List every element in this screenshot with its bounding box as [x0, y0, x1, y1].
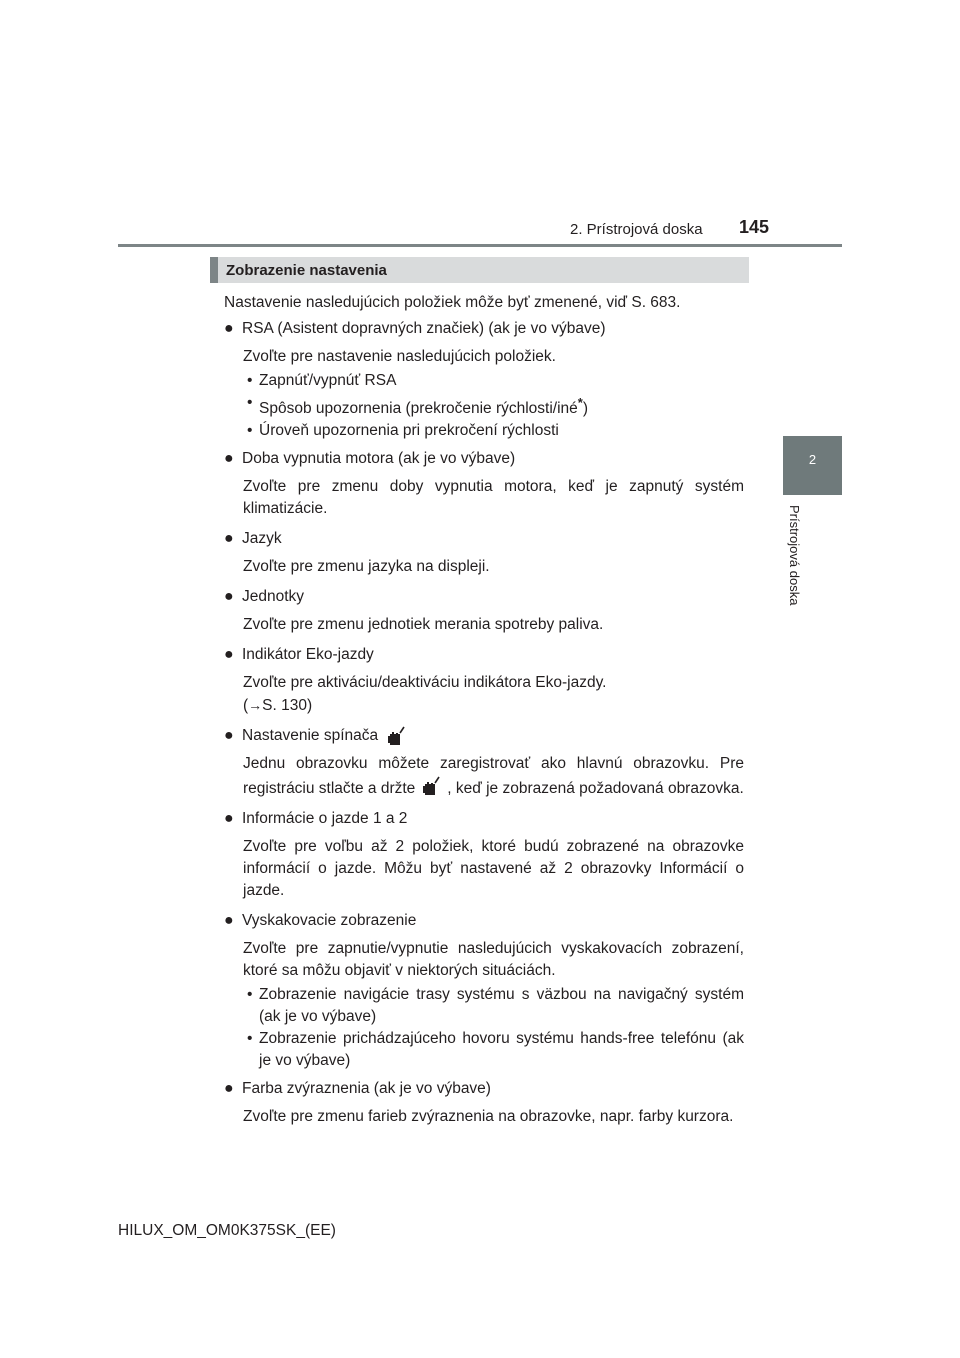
chapter-tab-label: Prístrojová doska	[787, 505, 802, 606]
bullet-icon: ●	[224, 320, 234, 337]
sub-item-text: Spôsob upozornenia (prekročenie rýchlosti/iné	[259, 400, 578, 418]
item-switch-setting	[224, 725, 744, 808]
page-reference	[243, 694, 744, 717]
bullet-icon: ●	[224, 912, 234, 930]
item-title: Informácie o jazde 1 a 2	[242, 810, 408, 828]
item-text-a: Jednu obrazovku môžete zaregistrovať ako hlavnú obrazovku. Pre registráciu stlačte a držte	[243, 755, 744, 798]
item-title: Jednotky	[242, 588, 305, 606]
sub-item-text-end: )	[582, 400, 589, 418]
bullet-icon: ●	[224, 530, 234, 548]
item-text: Zvoľte pre voľbu až 2 položiek, ktoré budú zobrazené na obrazovke informácií o jazde. Môžu byť nastavené až 2 obrazovky Informácií o jazde.	[243, 838, 744, 900]
section-heading-text: Zobrazenie nastavenia	[226, 261, 387, 279]
ref-paren: (	[243, 697, 249, 715]
item-text: Zvoľte pre aktiváciu/deaktiváciu indikátora Eko-jazdy.	[243, 674, 607, 692]
item-title: RSA (Asistent dopravných značiek) (ak je vo výbave)	[242, 320, 606, 337]
section-heading	[210, 257, 749, 283]
item-text: Zvoľte pre zmenu jazyka na displeji.	[243, 558, 490, 576]
bullet-icon: ●	[224, 646, 234, 664]
item-title: Indikátor Eko-jazdy	[242, 646, 374, 664]
item-title: Jazyk	[242, 530, 282, 548]
item-eco-indicator	[224, 644, 744, 725]
item-title: Doba vypnutia motora (ak je vo výbave)	[242, 450, 516, 468]
item-rsa	[224, 318, 744, 448]
arrow-right-icon: →	[248, 697, 263, 714]
chapter-tab-number: 2	[808, 452, 817, 467]
sub-item	[243, 392, 744, 420]
display-switch-icon	[386, 725, 406, 747]
item-units	[224, 586, 744, 644]
page-number: 145	[739, 217, 770, 237]
item-language	[224, 528, 744, 586]
bullet-icon: ●	[224, 727, 234, 745]
item-text: Zvoľte pre zapnutie/vypnutie nasledujúcich vyskakovacích zobrazení, ktoré sa môžu objaviť v niektorých situáciách.	[243, 940, 744, 980]
item-text: Zvoľte pre nastavenie nasledujúcich položiek.	[243, 348, 556, 365]
display-switch-icon	[421, 775, 441, 797]
item-text	[243, 753, 744, 800]
footer-doc-code: HILUX_OM_OM0K375SK_(EE)	[118, 1222, 336, 1239]
item-engine-off	[224, 448, 744, 528]
item-text: Zvoľte pre zmenu doby vypnutia motora, keď je zapnutý systém klimatizácie.	[243, 478, 744, 518]
running-header-section: 2. Prístrojová doska	[570, 221, 703, 238]
sub-item: • Zobrazenie navigácie trasy systému s väzbou na navigačný systém (ak je vo výbave)	[243, 984, 744, 1028]
header-rule	[118, 244, 842, 247]
ref-text: S. 130)	[262, 697, 313, 715]
sub-item: • Úroveň upozornenia pri prekročení rýchlosti	[243, 420, 744, 442]
item-text: Zvoľte pre zmenu farieb zvýraznenia na obrazovke, napr. farby kurzora.	[243, 1108, 734, 1126]
bullet-icon: ●	[224, 450, 234, 468]
item-title: Farba zvýraznenia (ak je vo výbave)	[242, 1080, 491, 1098]
item-trip-info	[224, 808, 744, 910]
item-popup-display	[224, 910, 744, 1078]
bullet-icon: ●	[224, 588, 234, 606]
sub-item: • Zapnúť/vypnúť RSA	[243, 370, 744, 392]
item-title: Nastavenie spínača	[242, 727, 379, 745]
item-text-b: , keď je zobrazená požadovaná obrazovka.	[447, 780, 744, 798]
bullet-icon: ●	[224, 1080, 234, 1098]
item-accent-color	[224, 1078, 744, 1128]
page-content	[224, 292, 744, 1130]
item-title: Vyskakovacie zobrazenie	[242, 912, 417, 930]
bullet-icon: ●	[224, 810, 234, 828]
sub-item: • Zobrazenie prichádzajúceho hovoru systému hands-free telefónu (ak je vo výbave)	[243, 1028, 744, 1072]
item-text: Zvoľte pre zmenu jednotiek merania spotreby paliva.	[243, 616, 604, 634]
footnote-star: *	[577, 395, 583, 410]
intro-text: Nastavenie nasledujúcich položiek môže byť zmenené, viď S. 683.	[224, 294, 681, 311]
